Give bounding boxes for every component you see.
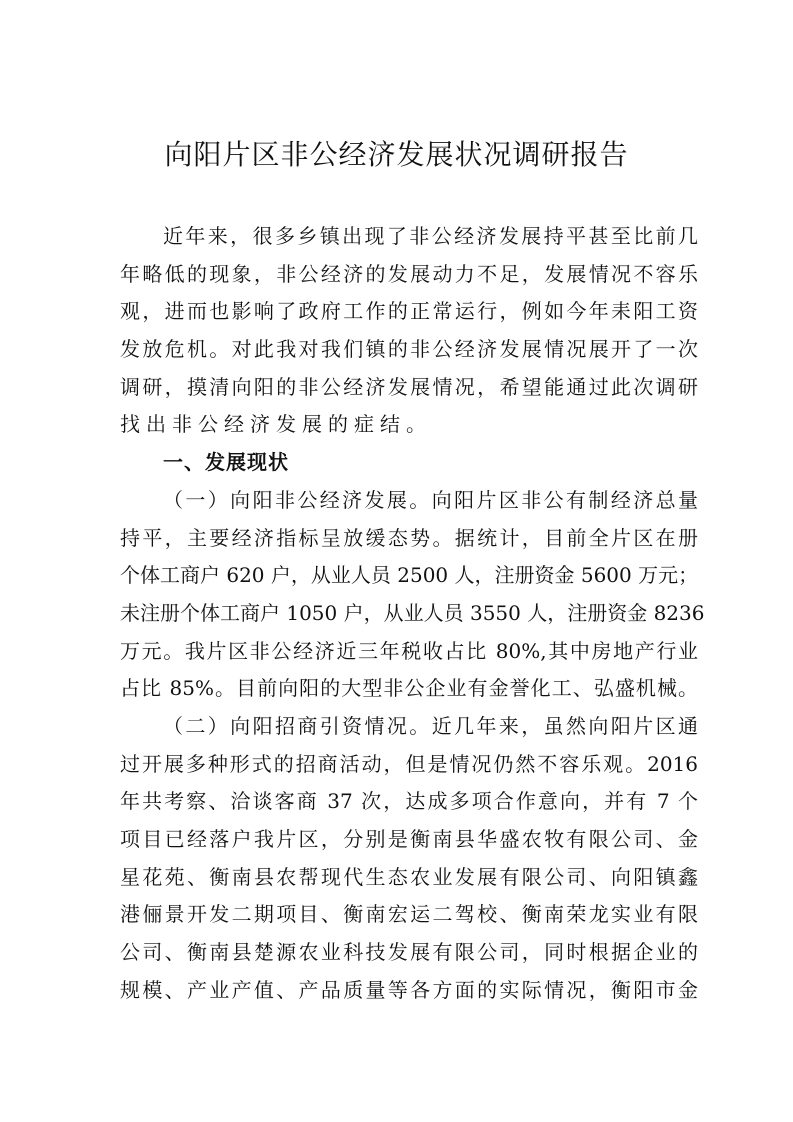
text-line: 过开展多种形式的招商活动，但是情况仍然不容乐观。2016 xyxy=(120,751,698,776)
text-line: 项目已经落户我片区，分别是衡南县华盛农牧有限公司、金 xyxy=(120,827,698,851)
text-line: 未注册个体工商户 1050 户，从业人员 3550 人，注册资金 8236 xyxy=(120,600,705,625)
text-line: 年共考察、洽谈客商 37 次，达成多项合作意向，并有 7 个 xyxy=(120,789,698,814)
text-line: 年略低的现象，非公经济的发展动力不足，发展情况不容乐 xyxy=(120,261,698,286)
text-line: 持平，主要经济指标呈放缓态势。据统计，目前全片区在册 xyxy=(120,525,698,550)
text-line: 公司、衡南县楚源农业科技发展有限公司，同时根据企业的 xyxy=(120,940,698,965)
section-heading: 一、发展现状 xyxy=(163,450,289,475)
paragraph-nonpublic-economy xyxy=(120,482,705,708)
paragraph-investment xyxy=(120,708,698,1010)
text-line: 找出非公经济发展的症结。 xyxy=(120,412,432,437)
paragraph-intro xyxy=(120,218,698,444)
text-line: 观，进而也影响了政府工作的正常运行，例如今年耒阳工资 xyxy=(120,299,698,324)
text-line: （二）向阳招商引资情况。近几年来，虽然向阳片区通 xyxy=(163,713,698,738)
text-line: 个体工商户 620 户，从业人员 2500 人，注册资金 5600 万元； xyxy=(120,563,699,588)
text-line: 星花苑、衡南县农帮现代生态农业发展有限公司、向阳镇鑫 xyxy=(120,864,698,889)
text-line: 规模、产业产值、产品质量等各方面的实际情况，衡阳市金 xyxy=(120,977,698,1002)
text-line: 近年来，很多乡镇出现了非公经济发展持平甚至比前几 xyxy=(163,224,698,248)
document-body xyxy=(120,218,705,1009)
text-line: 发放危机。对此我对我们镇的非公经济发展情况展开了一次 xyxy=(120,337,698,362)
text-line: 万元。我片区非公经济近三年税收占比 80%,其中房地产行业 xyxy=(120,638,698,663)
text-line: （一）向阳非公经济发展。向阳片区非公有制经济总量 xyxy=(163,487,698,512)
text-line: 占比 85%。目前向阳的大型非公企业有金誉化工、弘盛机械。 xyxy=(120,676,698,701)
text-line: 港俪景开发二期项目、衡南宏运二驾校、衡南荣龙实业有限 xyxy=(120,902,698,927)
text-line: 调研，摸清向阳的非公经济发展情况，希望能通过此次调研 xyxy=(120,374,698,399)
document-title: 向阳片区非公经济发展状况调研报告 xyxy=(164,138,629,171)
